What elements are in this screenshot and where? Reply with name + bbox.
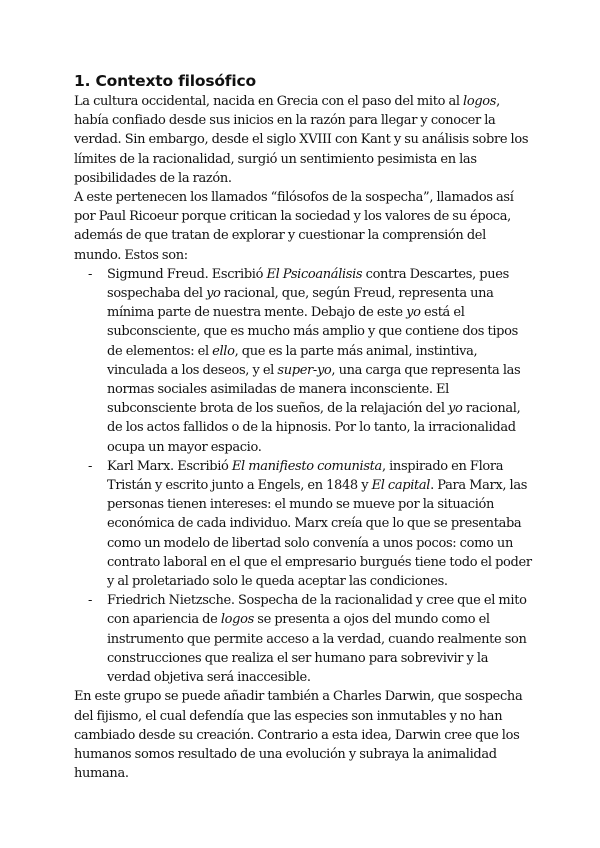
list-item-nietzsche: - Friedrich Nietzsche. Sospecha de la racionalidad y cree que el mito con apariencia de logos se presenta a ojos del mundo como el instrumento que permite acceso a la verdad, cuando realmente son construcciones que realiza el ser humano para sobrevivir y la verdad objetiva será inaccesible.: [88, 593, 527, 686]
list-bullet: -: [88, 593, 93, 609]
suspicion-philosophers-paragraph: A este pertenecen los llamados “filósofos de la sospecha”, llamados así por Paul Ricoeur porque critican la sociedad y los valores de su época, además de que tratan de explorar y cuestionar la comprensión del mundo. Estos son:: [74, 190, 514, 263]
intro-paragraph: La cultura occidental, nacida en Grecia con el paso del mito al logos, había confiado desde sus inicios en la razón para llegar y conocer la verdad. Sin embargo, desde el siglo XVIII con Kant y su análisis sobre los límites de la racionalidad, surgió un sentimiento pesimista en las posibilidades de la razón.: [74, 94, 529, 186]
list-bullet: -: [88, 266, 93, 282]
section-heading: 1. Contexto filosófico: [74, 72, 256, 90]
list-item-marx: - Karl Marx. Escribió El manifiesto comunista, inspirado en Flora Tristán y escrito junto a Engels, en 1848 y El capital. Para Marx, las personas tienen intereses: el mundo se mueve por la situación económica de cada individuo. Marx creía que lo que se presentaba como un modelo de libertad solo convenía a unos pocos: como un contrato laboral en el que el empresario burgués tiene todo el poder y al proletariado solo le queda aceptar las condiciones.: [88, 458, 532, 590]
list-bullet: -: [88, 458, 93, 474]
darwin-paragraph: En este grupo se puede añadir también a Charles Darwin, que sospecha del fijismo, el cual defendía que las especies son inmutables y no han cambiado desde su creación. Contrario a esta idea, Darwin cree que los humanos somos resultado de una evolución y subraya la animalidad humana.: [74, 689, 523, 782]
list-item-freud: - Sigmund Freud. Escribió El Psicoanálisis contra Descartes, pues sospechaba del yo racional, que, según Freud, representa una mínima parte de nuestra mente. Debajo de este yo está el subconsciente, que es mucho más amplio y que contiene dos tipos de elementos: el ello, que es la parte más animal, instintiva, vinculada a los deseos, y el super-yo, una carga que representa las normas sociales asimiladas de manera inconsciente. El subconsciente brota de los sueños, de la relajación del yo racional, de los actos fallidos o de la hipnosis. Por lo tanto, la irracionalidad ocupa un mayor espacio.: [88, 266, 521, 455]
document-page: [74, 70, 534, 783]
philosophers-list: [74, 265, 534, 687]
